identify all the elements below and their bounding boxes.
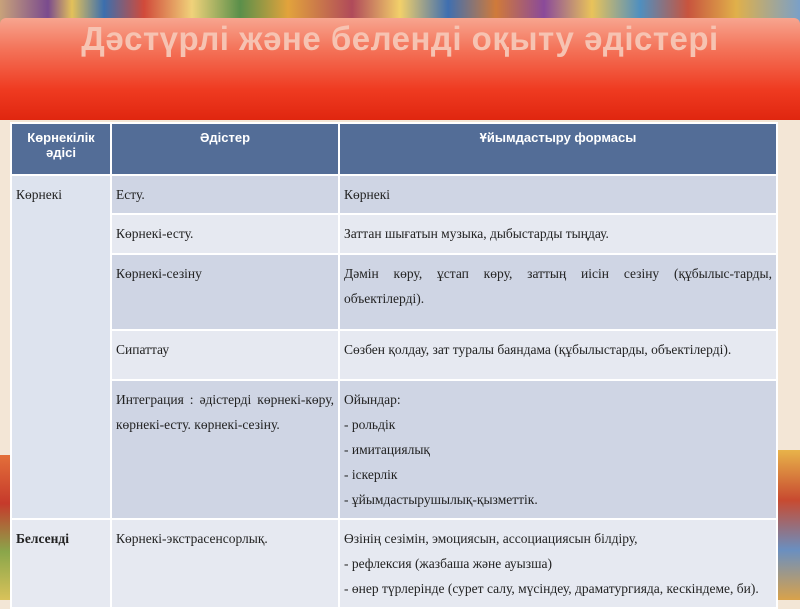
table-row	[11, 330, 777, 380]
form-list-item: Ойындар:	[344, 392, 401, 407]
form-cell	[339, 380, 777, 519]
header-category: Көрнекілік әдісі	[11, 123, 111, 175]
header-methods: Әдістер	[111, 123, 339, 175]
method-cell: Есту.	[111, 175, 339, 214]
header-forms: Ұйымдастыру формасы	[339, 123, 777, 175]
form-list-item: - іскерлік	[344, 467, 398, 482]
form-cell: Дәмін көру, ұстап көру, заттың иісін сезіну (құбылыс-тарды, объектілерді).	[339, 254, 777, 330]
form-cell	[339, 519, 777, 608]
form-list-item: - ұйымдастырушылық-қызметтік.	[344, 492, 538, 507]
method-cell: Интеграция : әдістерді көрнекі-көру, көрнекі-есту. көрнекі-сезіну.	[111, 380, 339, 519]
table-header-row	[11, 123, 777, 175]
form-cell: Заттан шығатын музыка, дыбыстарды тыңдау.	[339, 214, 777, 254]
method-cell: Көрнекі-есту.	[111, 214, 339, 254]
form-list-item: - имитациялық	[344, 442, 430, 457]
form-list-item: - өнер түрлерінде (сурет салу, мүсіндеу, драматургияда, кескіндеме, би).	[344, 581, 759, 596]
table-row	[11, 519, 777, 608]
table-row	[11, 380, 777, 519]
category-cell: Белсенді	[11, 519, 111, 608]
table-row	[11, 175, 777, 214]
method-cell: Көрнекі-сезіну	[111, 254, 339, 330]
method-cell: Сипаттау	[111, 330, 339, 380]
form-list-item: Өзінің сезімін, эмоциясын, ассоциациясын білдіру,	[344, 531, 638, 546]
table-row	[11, 214, 777, 254]
methods-table	[10, 122, 778, 609]
category-cell: Көрнекі	[11, 175, 111, 519]
books-decoration-right	[778, 450, 800, 600]
form-list-item: - рольдік	[344, 417, 396, 432]
slide-title: Дәстүрлі және беленді оқыту әдістері	[81, 20, 719, 57]
form-list-item: - рефлексия (жазбаша және ауызша)	[344, 556, 552, 571]
method-cell: Көрнекі-экстрасенсорлық.	[111, 519, 339, 608]
form-cell: Сөзбен қолдау, зат туралы баяндама (құбылыстарды, объектілерді).	[339, 330, 777, 380]
form-cell: Көрнекі	[339, 175, 777, 214]
table-row	[11, 254, 777, 330]
